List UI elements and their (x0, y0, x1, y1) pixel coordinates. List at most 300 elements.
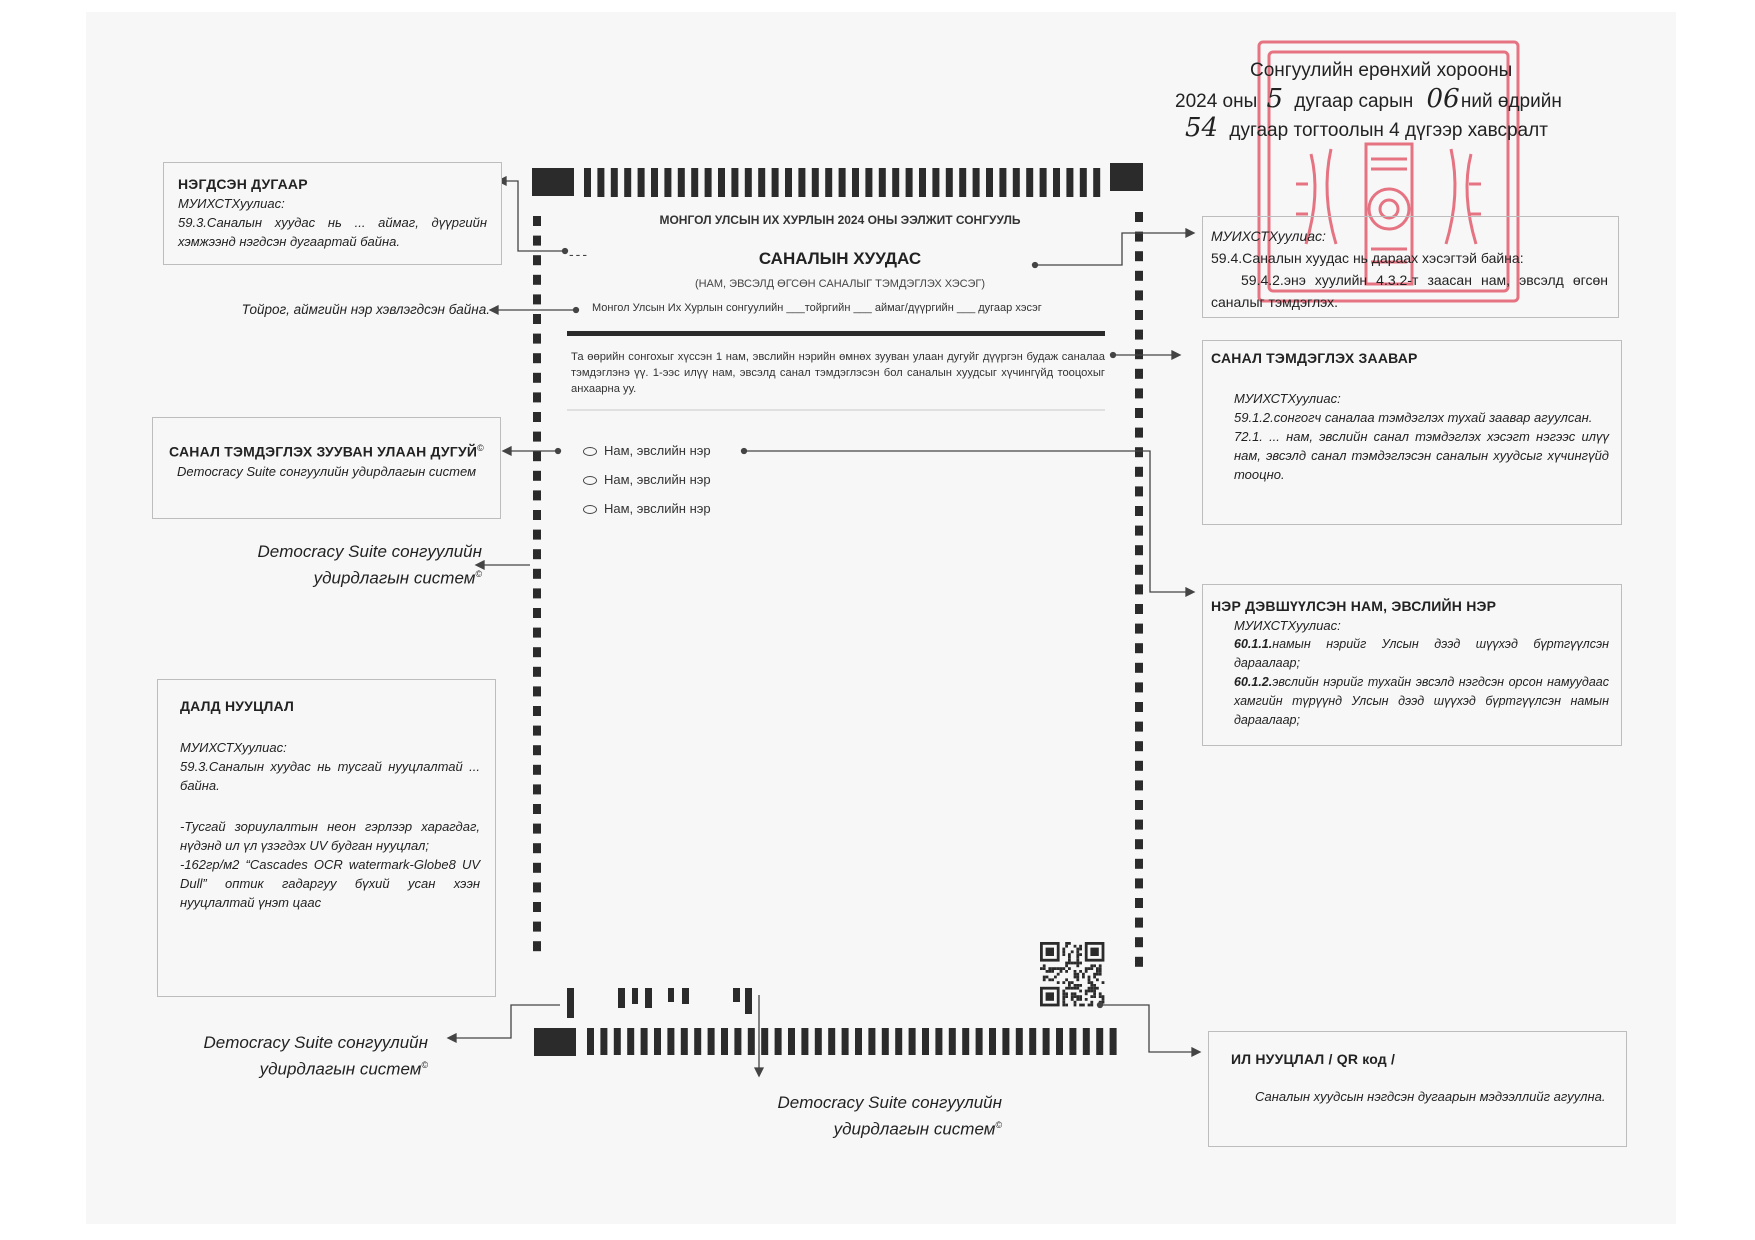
timing-mark (748, 1028, 755, 1055)
timing-mark (1135, 251, 1143, 261)
timing-mark (533, 392, 541, 402)
timing-mark (1135, 565, 1143, 575)
timing-mark (664, 168, 671, 197)
qr-module (1099, 973, 1102, 976)
ballot-top-timing-bar (532, 163, 1143, 197)
timing-mark (600, 1028, 607, 1055)
qr-module (1076, 948, 1079, 951)
timing-mark (946, 168, 953, 197)
timing-mark (705, 168, 712, 197)
timing-mark (533, 412, 541, 422)
qr-finder-core (1090, 948, 1098, 956)
ballot-option[interactable] (583, 501, 711, 530)
secret-box-p1: -Тусгай зориулалтын неон гэрлээр харагдаг, нүдэнд ил үл үзэгдэх UV будган нууцлал; (180, 819, 480, 853)
timing-mark (1026, 168, 1033, 197)
timing-mark (1093, 168, 1100, 197)
qr-module (1096, 967, 1099, 970)
qr-module (1065, 1004, 1068, 1007)
qr-module (1065, 964, 1068, 967)
ballot-bottom-timing-bar (534, 1028, 1117, 1056)
timing-mark (1135, 957, 1143, 967)
qr-module (1074, 962, 1077, 965)
qr-module (1076, 950, 1079, 953)
qr-module (1071, 962, 1074, 965)
timing-mark (533, 804, 541, 814)
qr-module (1062, 992, 1065, 995)
timing-mark (919, 168, 926, 197)
timing-mark (1135, 898, 1143, 908)
timing-mark (734, 1028, 741, 1055)
parts-box-text2: 59.4.2.энэ хуулийн 4.3.2-т заасан нам, эвсэлд өгсөн саналыг тэмдэглэх. (1211, 272, 1608, 310)
qr-module (1062, 967, 1065, 970)
qr-module (1096, 973, 1099, 976)
qr-module (1068, 962, 1071, 965)
timing-mark (1029, 1028, 1036, 1055)
timing-mark (533, 882, 541, 892)
instr-box-law: МУИХСТХуулиас: (1234, 391, 1341, 406)
timing-mark (533, 588, 541, 598)
qr-module (1062, 1001, 1065, 1004)
qr-module (1079, 984, 1082, 987)
timing-mark (533, 667, 541, 677)
qr-module (1076, 987, 1079, 990)
timing-mark (1080, 168, 1087, 197)
oval-box-title: САНАЛ ТЭМДЭГЛЭХ ЗУУВАН УЛААН ДУГУЙ (169, 443, 478, 460)
qr-module (1082, 973, 1085, 976)
ballot-mark (668, 988, 674, 1002)
timing-mark (1066, 168, 1073, 197)
timing-mark (1135, 467, 1143, 477)
qr-box-text: Саналын хуудсын нэгдсэн дугаарын мэдээллийг агуулна. (1255, 1089, 1606, 1104)
qr-module (1090, 987, 1093, 990)
qr-module (1065, 945, 1068, 948)
timing-mark (1135, 643, 1143, 653)
ds-note-bottom-center (700, 1091, 1002, 1141)
timing-mark (1135, 859, 1143, 869)
stamp-day: 06 (1426, 84, 1460, 114)
stamp-resolution-no: 54 (1185, 113, 1219, 143)
timing-mark (1135, 820, 1143, 830)
timing-mark (976, 1028, 983, 1055)
stamp-year: 2024 оны (1175, 91, 1258, 112)
qr-module (1043, 967, 1046, 970)
parts-box-law: МУИХСТХуулиас: (1211, 228, 1326, 244)
qr-module (1046, 970, 1049, 973)
timing-mark (785, 168, 792, 197)
timing-mark (1135, 506, 1143, 516)
qr-module (1099, 970, 1102, 973)
qr-module (1074, 984, 1077, 987)
parts-box-text1: 59.4.Саналын хуудас нь дараах хэсэгтэй байна: (1211, 250, 1524, 266)
stamp-resolution-text: дугаар тогтоолын 4 дүгээр хавсралт (1229, 120, 1548, 141)
qr-box-title: ИЛ НУУЦЛАЛ / QR код / (1231, 1051, 1396, 1067)
secret-box-title: ДАЛД НУУЦЛАЛ (180, 698, 295, 714)
qr-module (1068, 984, 1071, 987)
qr-module (1065, 987, 1068, 990)
qr-module (1079, 948, 1082, 951)
timing-mark (533, 765, 541, 775)
timing-mark (906, 168, 913, 197)
ds-note-bottom-left-line2: удирдлагын систем (259, 1059, 422, 1079)
qr-module (1040, 967, 1043, 970)
timing-mark (533, 902, 541, 912)
qr-module (1096, 987, 1099, 990)
timing-mark (533, 863, 541, 873)
ds-note-bottom-center-line2: удирдлагын систем (833, 1119, 996, 1139)
timing-mark (1135, 310, 1143, 320)
qr-module (1079, 990, 1082, 993)
timing-mark (533, 628, 541, 638)
timing-mark (949, 1028, 956, 1055)
ballot-left-timing-bar (533, 216, 541, 951)
qr-module (1079, 998, 1082, 1001)
timing-mark (1135, 918, 1143, 928)
qr-module (1051, 967, 1054, 970)
qr-module (1062, 981, 1065, 984)
timing-mark (533, 843, 541, 853)
ballot-mark (632, 988, 638, 1004)
copyright-mark: © (421, 1060, 428, 1070)
timing-mark (718, 168, 725, 197)
qr-module (1054, 976, 1057, 979)
timing-mark (815, 1028, 822, 1055)
stamp-month: 5 (1266, 84, 1284, 114)
timing-mark (1110, 1028, 1117, 1055)
timing-mark (1135, 369, 1143, 379)
ballot-option[interactable] (583, 472, 711, 501)
timing-mark (533, 647, 541, 657)
qr-module (1090, 1001, 1093, 1004)
qr-module (1043, 964, 1046, 967)
qr-module (1068, 953, 1071, 956)
ds-note-left (210, 540, 482, 590)
timing-mark (678, 168, 685, 197)
timing-mark (533, 275, 541, 285)
timing-block (1110, 163, 1143, 191)
secret-box-p2: -162гр/м2 “Cascades OCR watermark-Globe8 UV Dull” оптик гадаргуу бүхий усан хээн нууцлалтай үнэт цаас (180, 857, 480, 910)
timing-mark (775, 1028, 782, 1055)
qr-module (1085, 967, 1088, 970)
timing-mark (745, 168, 752, 197)
timing-mark (587, 1028, 594, 1055)
copyright-mark: © (477, 443, 484, 453)
qr-module (1085, 970, 1088, 973)
party-box-t2: эвслийн нэрийг тухайн эвсэлд нэгдсэн орсон намуудаас хамгийн түрүүнд Улсын дээд шүүхэд бүртгүүлсэн намын дараалаар; (1234, 675, 1609, 727)
timing-mark (892, 168, 899, 197)
timing-mark (1040, 168, 1047, 197)
qr-module (1071, 950, 1074, 953)
qr-module (1093, 973, 1096, 976)
qr-module (1062, 995, 1065, 998)
ds-note-bottom-left (150, 1031, 428, 1081)
timing-mark (721, 1028, 728, 1055)
qr-module (1074, 945, 1077, 948)
ballot-mark (733, 988, 740, 1002)
timing-mark (1135, 839, 1143, 849)
qr-module (1071, 995, 1074, 998)
timing-mark (533, 255, 541, 265)
qr-code (1040, 942, 1104, 1006)
serial-box-law: МУИХСТХуулиас: (178, 196, 285, 211)
timing-mark (812, 168, 819, 197)
qr-module (1090, 995, 1093, 998)
timing-mark (758, 168, 765, 197)
timing-mark (533, 432, 541, 442)
timing-mark (641, 1028, 648, 1055)
timing-mark (772, 168, 779, 197)
qr-module (1051, 970, 1054, 973)
qr-module (1062, 998, 1065, 1001)
qr-module (1079, 1004, 1082, 1007)
timing-block (532, 168, 574, 196)
ballot-mark (745, 988, 752, 1014)
timing-mark (731, 168, 738, 197)
ballot-mark (645, 988, 652, 1008)
instr-box-t2: 72.1. ... нам, эвслийн санал тэмдэглэх хэсэгт нэгээс илүү нам, эвсэлд санал тэмдэглэсэн саналын хуудсыг хүчингүйд тооцно. (1234, 429, 1609, 482)
timing-mark (922, 1028, 929, 1055)
ds-note-bottom-left-line1: Democracy Suite сонгуулийн (203, 1033, 428, 1052)
timing-mark (533, 530, 541, 540)
timing-mark (1135, 447, 1143, 457)
qr-finder-core (1046, 948, 1054, 956)
serial-box-text: 59.3.Саналын хуудас нь ... аймаг, дүүргийн хэмжээнд нэгдсэн дугаартай байна. (178, 215, 487, 249)
timing-mark (999, 168, 1006, 197)
qr-module (1074, 1004, 1077, 1007)
qr-module (1054, 967, 1057, 970)
timing-mark (761, 1028, 768, 1055)
oval-bubble[interactable] (583, 476, 597, 485)
qr-module (1076, 959, 1079, 962)
timing-mark (973, 168, 980, 197)
qr-module (1090, 967, 1093, 970)
qr-module (1074, 987, 1077, 990)
qr-module (1043, 976, 1046, 979)
timing-mark (1135, 780, 1143, 790)
ds-note-bottom-center-line1: Democracy Suite сонгуулийн (777, 1093, 1002, 1112)
qr-module (1060, 970, 1063, 973)
timing-mark (533, 549, 541, 559)
timing-mark (611, 168, 618, 197)
timing-mark (691, 168, 698, 197)
qr-module (1065, 942, 1068, 945)
ballot-option[interactable] (583, 443, 711, 472)
qr-module (1074, 970, 1077, 973)
qr-module (1057, 981, 1060, 984)
qr-module (1071, 981, 1074, 984)
timing-mark (1043, 1028, 1050, 1055)
ballot-mark (618, 988, 625, 1008)
qr-module (1085, 992, 1088, 995)
party-name-box (1202, 584, 1622, 746)
qr-module (1090, 984, 1093, 987)
oval-bubble[interactable] (583, 505, 597, 514)
ballot-serial-placeholder: --- (569, 246, 589, 262)
ballot-right-timing-bar (1135, 212, 1143, 967)
qr-module (1088, 990, 1091, 993)
timing-mark (681, 1028, 688, 1055)
timing-mark (1135, 330, 1143, 340)
timing-mark (1135, 800, 1143, 810)
ballot-instructions: Та өөрийн сонгохыг хүссэн 1 нам, эвслийн нэрийн өмнөх зууван улаан дугуйг дүүргэн будаж саналаа тэмдэглэнэ үү. 1-ээс илүү нам, эвсэлд санал тэмдэглэсэн бол саналын хуудсыг хүчингүйд тооцохыг анхаарна уу. (571, 351, 1105, 395)
qr-finder-core (1046, 992, 1054, 1000)
copyright-mark: © (475, 569, 482, 579)
qr-module (1093, 976, 1096, 979)
qr-module (1088, 981, 1091, 984)
qr-module (1076, 962, 1079, 965)
qr-module (1071, 992, 1074, 995)
qr-module (1074, 976, 1077, 979)
timing-mark (533, 608, 541, 618)
instr-box-title: САНАЛ ТЭМДЭГЛЭХ ЗААВАР (1211, 350, 1418, 366)
timing-mark (1135, 722, 1143, 732)
timing-mark (533, 334, 541, 344)
timing-mark (879, 168, 886, 197)
qr-module (1082, 976, 1085, 979)
timing-mark (989, 1028, 996, 1055)
timing-mark (624, 168, 631, 197)
ballot-subheading: (НАМ, ЭВСЭЛД ӨГСӨН САНАЛЫГ ТЭМДЭГЛЭХ ХЭСЭГ) (694, 278, 986, 290)
qr-module (1062, 948, 1065, 951)
party-box-t1: намын нэрийг Улсын дээд шүүхэд бүртгүүлсэн дараалаар; (1234, 637, 1609, 670)
qr-module (1076, 956, 1079, 959)
option-label: Нам, эвслийн нэр (604, 501, 711, 516)
timing-mark (1016, 1028, 1023, 1055)
qr-module (1065, 992, 1068, 995)
timing-mark (694, 1028, 701, 1055)
qr-module (1076, 953, 1079, 956)
timing-mark (1135, 349, 1143, 359)
qr-module (1090, 964, 1093, 967)
qr-module (1068, 987, 1071, 990)
qr-module (1065, 995, 1068, 998)
timing-mark (986, 168, 993, 197)
qr-module (1076, 976, 1079, 979)
timing-mark (533, 353, 541, 363)
timing-mark (852, 168, 859, 197)
qr-module (1099, 964, 1102, 967)
qr-module (1079, 953, 1082, 956)
qr-module (1062, 953, 1065, 956)
timing-mark (584, 168, 591, 197)
qr-module (1076, 964, 1079, 967)
ballot-options (583, 443, 711, 530)
qr-module (1048, 970, 1051, 973)
timing-mark (1135, 937, 1143, 947)
qr-module (1046, 976, 1049, 979)
oval-box-text: Democracy Suite сонгуулийн удирдлагын систем (177, 463, 476, 479)
secret-box-law-text: 59.3.Саналын хуудас нь тусгай нууцлалтай ... байна. (180, 759, 480, 793)
ds-note-left-line2: удирдлагын систем (313, 568, 476, 588)
hidden-security-box (157, 679, 496, 997)
ballot-bottom-marks (567, 988, 752, 1018)
timing-mark (882, 1028, 889, 1055)
timing-mark (533, 236, 541, 246)
qr-module (1093, 987, 1096, 990)
qr-module (1048, 978, 1051, 981)
ballot-mark (567, 988, 574, 1018)
timing-mark (1053, 168, 1060, 197)
timing-mark (638, 168, 645, 197)
qr-module (1093, 984, 1096, 987)
timing-mark (798, 168, 805, 197)
qr-module (1074, 973, 1077, 976)
timing-mark (1135, 878, 1143, 888)
timing-mark (533, 314, 541, 324)
timing-mark (865, 168, 872, 197)
timing-mark (651, 168, 658, 197)
timing-mark (1083, 1028, 1090, 1055)
timing-mark (1135, 545, 1143, 555)
party-box-t2-num: 60.1.2. (1234, 675, 1273, 689)
qr-module (1048, 967, 1051, 970)
timing-mark (1135, 486, 1143, 496)
timing-mark (1056, 1028, 1063, 1055)
ballot-district-line: Монгол Улсын Их Хурлын сонгуулийн ___тойргийн ___ аймаг/дүүргийн ___ дугаар хэсэг (592, 302, 1042, 314)
timing-mark (533, 745, 541, 755)
timing-mark (1013, 168, 1020, 197)
oval-bubble[interactable] (583, 447, 597, 456)
stamp-line-1: Сонгуулийн ерөнхий хорооны (1250, 60, 1513, 81)
qr-module (1076, 984, 1079, 987)
timing-mark (1135, 290, 1143, 300)
qr-module (1082, 1004, 1085, 1007)
timing-mark (1135, 682, 1143, 692)
timing-mark (533, 294, 541, 304)
qr-module (1076, 998, 1079, 1001)
ballot-mark (682, 988, 689, 1004)
timing-mark (895, 1028, 902, 1055)
timing-mark (627, 1028, 634, 1055)
qr-module (1065, 962, 1068, 965)
timing-mark (533, 726, 541, 736)
qr-module (1068, 942, 1071, 945)
ballot-divider (567, 331, 1105, 336)
qr-module (1057, 973, 1060, 976)
qr-module (1093, 995, 1096, 998)
timing-mark (1135, 702, 1143, 712)
qr-module (1057, 967, 1060, 970)
timing-mark (1135, 584, 1143, 594)
qr-module (1074, 1001, 1077, 1004)
timing-mark (533, 451, 541, 461)
timing-mark (533, 373, 541, 383)
timing-mark (842, 1028, 849, 1055)
stamp-month-label: дугаар сарын (1294, 91, 1414, 112)
timing-mark (959, 168, 966, 197)
qr-module (1099, 992, 1102, 995)
qr-module (1068, 956, 1071, 959)
qr-module (1060, 967, 1063, 970)
timing-mark (1135, 428, 1143, 438)
oval-box (152, 417, 501, 519)
timing-mark (1069, 1028, 1076, 1055)
timing-mark (1135, 663, 1143, 673)
timing-mark (935, 1028, 942, 1055)
qr-module (1065, 970, 1068, 973)
qr-module (1090, 1004, 1093, 1007)
timing-mark (654, 1028, 661, 1055)
timing-mark (825, 168, 832, 197)
timing-mark (1135, 624, 1143, 634)
timing-mark (533, 490, 541, 500)
ballot-heading: САНАЛЫН ХУУДАС (758, 249, 922, 268)
qr-module (1068, 959, 1071, 962)
qr-module (1102, 998, 1105, 1001)
option-label: Нам, эвслийн нэр (604, 472, 711, 487)
timing-mark (909, 1028, 916, 1055)
timing-mark (614, 1028, 621, 1055)
timing-mark (533, 471, 541, 481)
